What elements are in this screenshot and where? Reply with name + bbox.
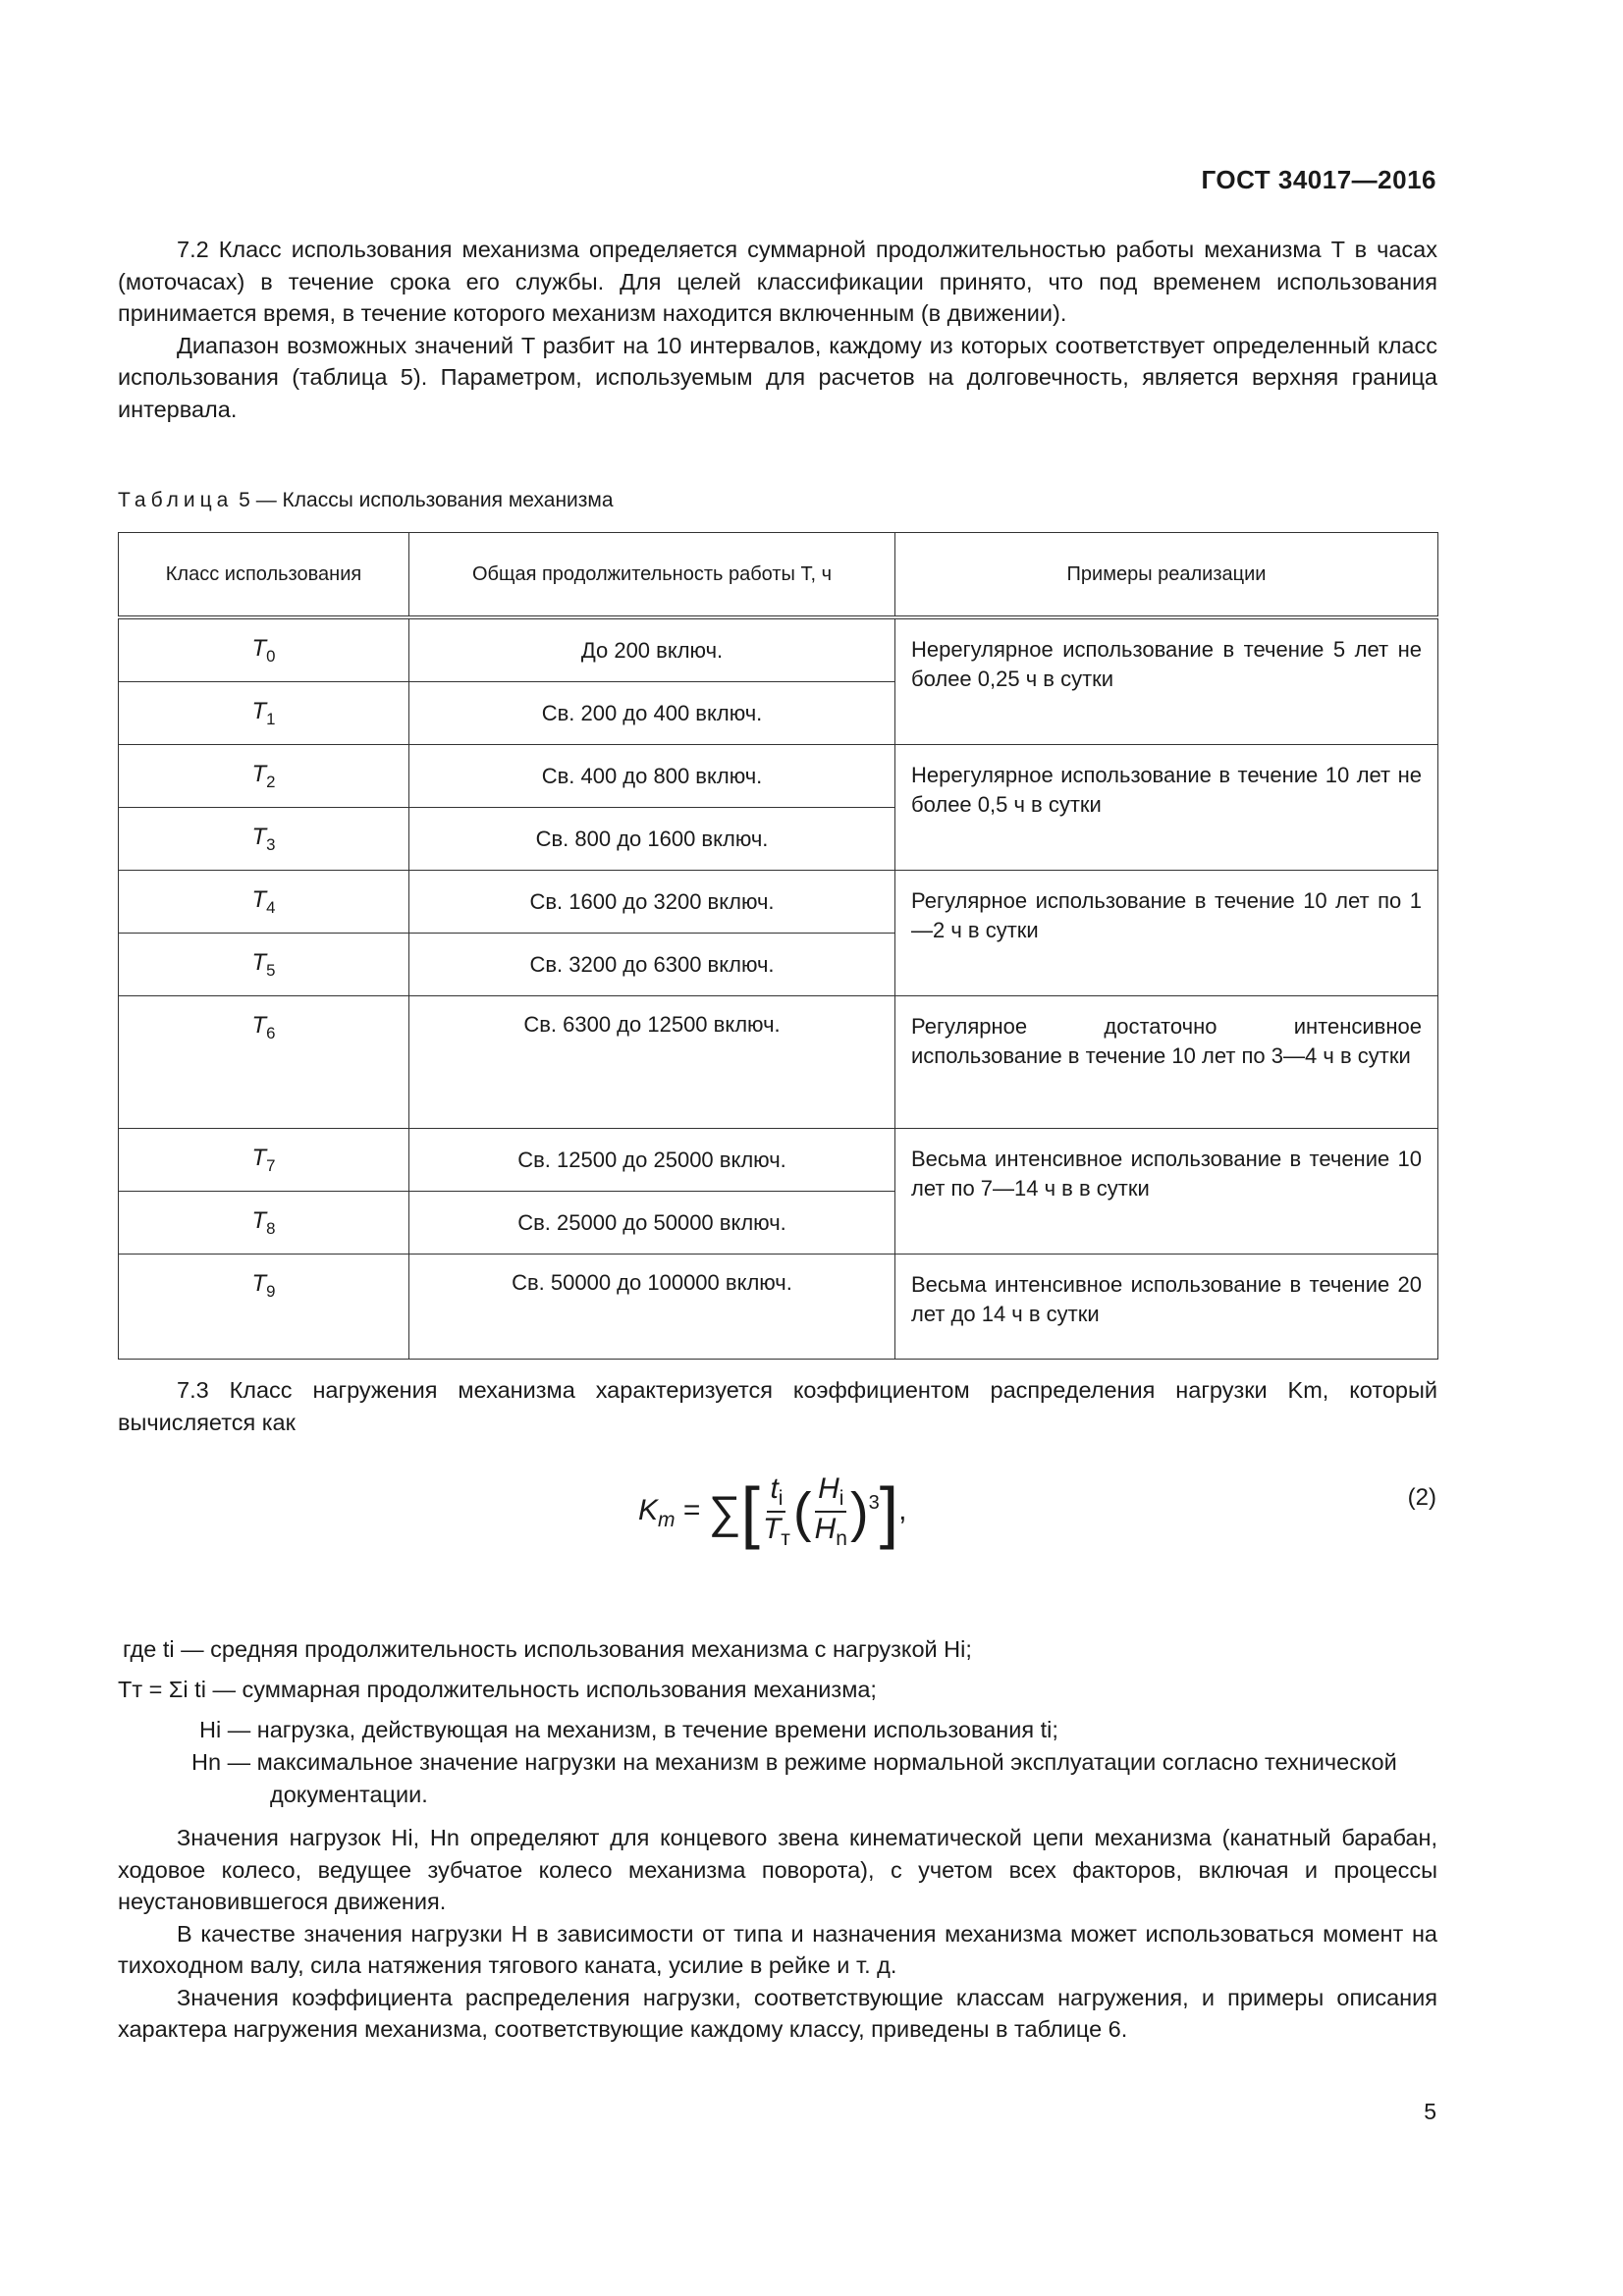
table-row: $T_6$ Св. 6300 до 12500 включ. Регулярное достаточно интенсивное использование в течение 10 лет по 3—4 ч в сутки — [119, 996, 1438, 1129]
where-item: Tт = Σi ti — суммарная продолжительность использования механизма; — [118, 1677, 877, 1702]
table-row: $T_3$ Св. 800 до 1600 включ. — [119, 808, 1438, 871]
page-number: 5 — [1424, 2099, 1436, 2124]
table-row: $T_7$ Св. 12500 до 25000 включ. Весьма интенсивное использование в течение 10 лет по 7—14 ч в в сутки — [119, 1129, 1438, 1192]
caption-prefix: Таблица — [118, 489, 234, 511]
caption-text: 5 — Классы использования механизма — [233, 489, 614, 511]
paragraph: В качестве значения нагрузки H в зависимости от типа и назначения механизма может использоваться момент на тихоходном валу, сила натяжения тягового каната, усилие в рейке и т. д. — [118, 1920, 1437, 1978]
section-7-3-body — [118, 1822, 1437, 2046]
where-item: Hn — максимальное значение нагрузки на механизм в режиме нормальной эксплуатации согласно технической документации. — [191, 1749, 1397, 1807]
where-item: где ti — средняя продолжительность использования механизма с нагрузкой Hi; — [123, 1636, 972, 1662]
section-7-2 — [118, 234, 1437, 425]
table-row: $T_9$ Св. 50000 до 100000 включ. Весьма интенсивное использование в течение 20 лет до 14 ч в сутки — [119, 1255, 1438, 1360]
col-header-duration: Общая продолжительность работы T, ч — [409, 533, 895, 618]
paragraph: 7.2 Класс использования механизма определяется суммарной продолжительностью работы механизма T в часах (моточасах) в течение срока его службы. Для целей классификации принято, что под временем использования принимается время, в течение которого механизм находится включенным (в движении). — [118, 237, 1437, 326]
table-row: $T_1$ Св. 200 до 400 включ. — [119, 682, 1438, 745]
section-7-3-intro — [118, 1374, 1437, 1438]
table-row: $T_4$ Св. 1600 до 3200 включ. Регулярное использование в течение 10 лет по 1—2 ч в сутки — [119, 871, 1438, 934]
table-row: $T_0$ До 200 включ. Нерегулярное использование в течение 5 лет не более 0,25 ч в сутки — [119, 617, 1438, 682]
col-header-examples: Примеры реализации — [895, 533, 1438, 618]
table-caption — [118, 489, 614, 512]
table-row: $T_8$ Св. 25000 до 50000 включ. — [119, 1192, 1438, 1255]
paragraph: Значения нагрузок Hi, Hn определяют для концевого звена кинематической цепи механизма (канатный барабан, ходовое колесо, ведущее зубчатое колесо механизма поворота), с учетом всех факторов, включая и процессы неустановившегося движения. — [118, 1825, 1437, 1914]
table-row: $T_5$ Св. 3200 до 6300 включ. — [119, 934, 1438, 996]
usage-class-table — [118, 532, 1438, 1360]
paragraph: Значения коэффициента распределения нагрузки, соответствующие классам нагружения, и примеры описания характера нагружения механизма, соответствующие каждому классу, приведены в таблице 6. — [118, 1984, 1437, 2042]
where-list — [118, 1633, 1438, 1811]
col-header-class: Класс использования — [119, 533, 409, 618]
document-id: ГОСТ 34017—2016 — [1201, 165, 1436, 194]
paragraph: 7.3 Класс нагружения механизма характеризуется коэффициентом распределения нагрузки Km, который вычисляется как — [118, 1377, 1437, 1435]
where-item: Hi — нагрузка, действующая на механизм, в течение времени использования ti; — [199, 1717, 1058, 1742]
equation-number: (2) — [1407, 1484, 1436, 1511]
formula-km: $K_m$ = ∑[ $\frac{t_i}{T_т}$ ( $\frac{H_i}{H_n}$ )$^3$], — [638, 1472, 907, 1550]
table-row: $T_2$ Св. 400 до 800 включ. Нерегулярное использование в течение 10 лет не более 0,5 ч в сутки — [119, 745, 1438, 808]
paragraph: Диапазон возможных значений T разбит на 10 интервалов, каждому из которых соответствует определенный класс использования (таблица 5). Параметром, используемым для расчетов на долговечность, является верхняя граница интервала. — [118, 332, 1437, 422]
